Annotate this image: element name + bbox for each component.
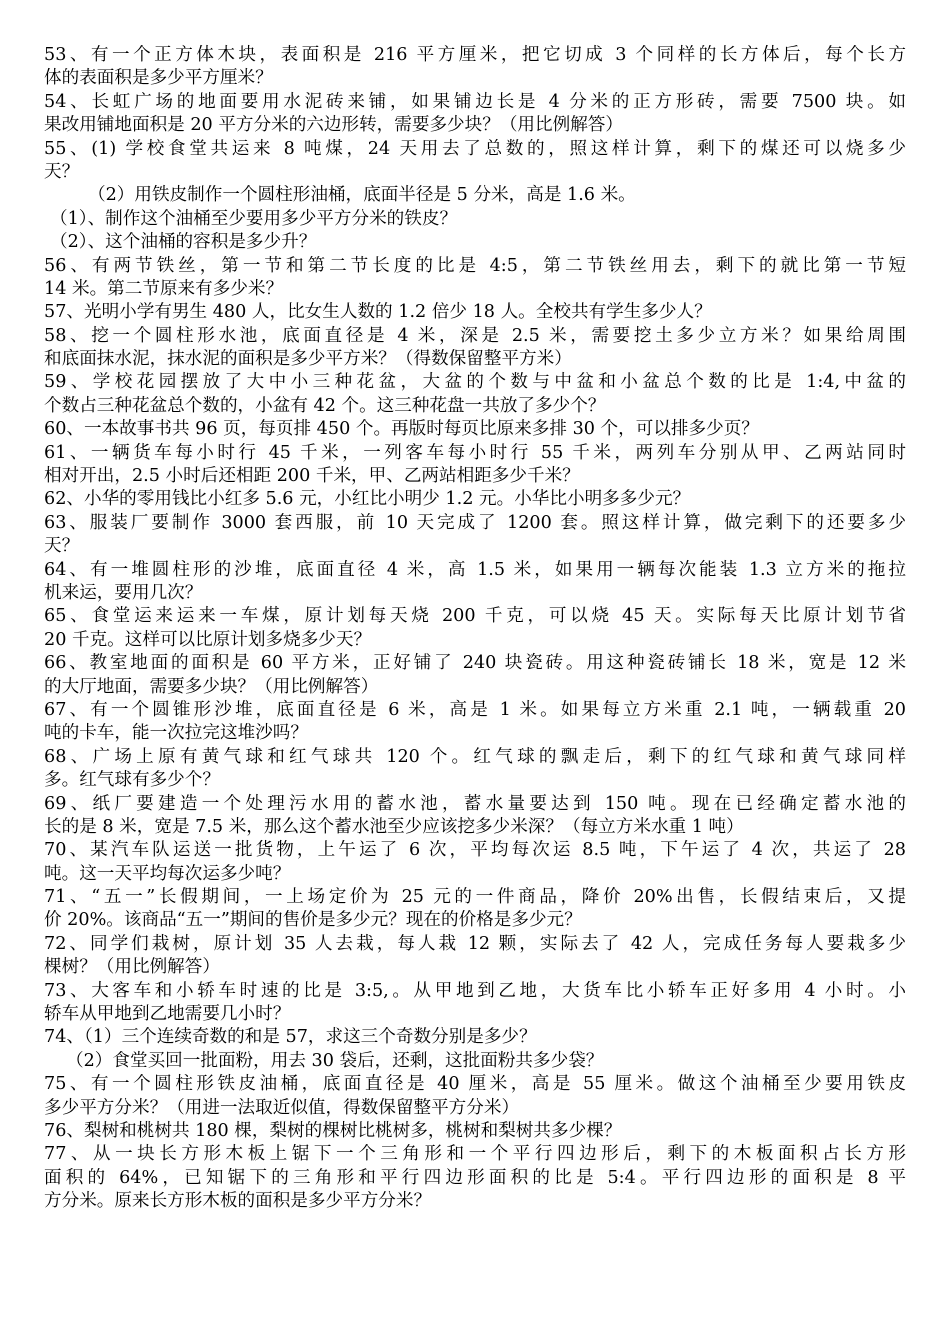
text-line: 72、同学们栽树，原计划 35 人去栽，每人栽 12 颗，实际去了 42 人，完成任务每人要栽多少 xyxy=(44,933,906,954)
text-line: 吨。这一天平均每次运多少吨？ xyxy=(44,863,291,884)
text-line: 机来运，要用几次？ xyxy=(44,582,203,603)
text-line: （2）用铁皮制作一个圆柱形油桶，底面半径是 5 分米，高是 1.6 米。 xyxy=(88,185,636,206)
text-line: 和底面抹水泥，抹水泥的面积是多少平方米？（得数保留整平方米） xyxy=(44,349,572,370)
text-line: 71、“五一”长假期间，一上场定价为 25 元的一件商品，降价 20%出售，长假结束后，又提 xyxy=(44,887,906,908)
text-line: 62、小华的零用钱比小红多 5.6 元，小红比小明少 1.2 元。小华比小明多多少元？ xyxy=(44,489,691,510)
text-line: 个数占三种花盆总个数的，小盆有 42 个。这三种花盘一共放了多少个？ xyxy=(44,395,606,416)
text-line: 74、（1）三个连续奇数的和是 57，求这三个奇数分别是多少？ xyxy=(44,1027,537,1048)
text-line: 68、广场上原有黄气球和红气球共 120 个。红气球的飘走后，剩下的红气球和黄气球同样 xyxy=(44,746,906,767)
text-line: 果改用铺地面积是 20 平方分米的六边形转，需要多少块？（用比例解答） xyxy=(44,115,623,136)
text-line: 14 米。第二节原来有多少米？ xyxy=(44,278,284,299)
text-line: 66、教室地面的面积是 60 平方米，正好铺了 240 块瓷砖。用这种瓷砖铺长 18 米，宽是 12 米 xyxy=(44,653,906,674)
text-line: 57、光明小学有男生 480 人，比女生人数的 1.2 倍少 18 人。全校共有学生多少人？ xyxy=(44,302,712,323)
text-line: 价 20%。该商品“五一”期间的售价是多少元？现在的价格是多少元？ xyxy=(44,910,582,931)
text-line: 多少平方分米？（用进一法取近似值，得数保留整平方分米） xyxy=(44,1097,520,1118)
text-line: （2）、这个油桶的容积是多少升？ xyxy=(50,232,317,253)
text-line: 65、食堂运来运来一车煤，原计划每天烧 200 千克，可以烧 45 天。实际每天比原计划节省 xyxy=(44,606,906,627)
text-line: 60、一本故事书共 96 页，每页排 450 个。再版时每页比原来多排 30 个，可以排多少页？ xyxy=(44,419,759,440)
text-line: 69、纸厂要建造一个处理污水用的蓄水池，蓄水量要达到 150 吨。现在已经确定蓄水池的 xyxy=(44,793,906,814)
text-line: 61、一辆货车每小时行 45 千米，一列客车每小时行 55 千米，两列车分别从甲、乙两站同时 xyxy=(44,442,906,463)
text-line: 73、大客车和小轿车时速的比是 3:5,。从甲地到乙地，大货车比小轿车正好多用 4 小时。小 xyxy=(44,980,906,1001)
text-line: 的大厅地面，需要多少块？（用比例解答） xyxy=(44,676,379,697)
text-line: 长的是 8 米，宽是 7.5 米，那么这个蓄水池至少应该挖多少米深？（每立方米水重 1 吨） xyxy=(44,816,744,837)
text-line: 53、有一个正方体木块，表面积是 216 平方厘米，把它切成 3 个同样的长方体后，每个长方 xyxy=(44,45,906,65)
text-line: 63、服装厂要制作 3000 套西服，前 10 天完成了 1200 套。照这样计算，做完剩下的还要多少 xyxy=(44,512,906,533)
text-line: 58、挖一个圆柱形水池，底面直径是 4 米，深是 2.5 米，需要挖土多少立方米？如果给周围 xyxy=(44,325,906,346)
text-line: 相对开出，2.5 小时后还相距 200 千米，甲、乙两站相距多少千米？ xyxy=(44,466,580,487)
text-line: 吨的卡车，能一次拉完这堆沙吗？ xyxy=(44,723,308,744)
text-line: 面积的 64%，已知锯下的三角形和平行四边形面积的比是 5:4。平行四边形的面积是 8 平 xyxy=(44,1167,906,1188)
text-line: 76、梨树和桃树共 180 棵，梨树的棵树比桃树多，桃树和梨树共多少棵？ xyxy=(44,1120,622,1141)
text-line: 77、从一块长方形木板上锯下一个三角形和一个平行四边形后，剩下的木板面积占长方形 xyxy=(44,1144,906,1165)
text-line: 70、某汽车队运送一批货物，上午运了 6 次，平均每次运 8.5 吨，下午运了 4 次，共运了 28 xyxy=(44,840,906,861)
text-line: 54、长虹广场的地面要用水泥砖来铺，如果铺边长是 4 分米的正方形砖，需要 7500 块。如 xyxy=(44,91,906,112)
text-line: 59、学校花园摆放了大中小三种花盆，大盆的个数与中盆和小盆总个数的比是 1:4,中盆的 xyxy=(44,372,906,393)
text-line: 方分米。原来长方形木板的面积是多少平方分米？ xyxy=(44,1191,432,1212)
text-line: 天？ xyxy=(44,536,80,557)
text-line: 天？ xyxy=(44,161,80,182)
text-line: 体的表面积是多少平方厘米？ xyxy=(44,68,273,89)
text-line: 56、有两节铁丝，第一节和第二节长度的比是 4:5，第二节铁丝用去，剩下的就比第一节短 xyxy=(44,255,906,276)
text-line: 67、有一个圆锥形沙堆，底面直径是 6 米，高是 1 米。如果每立方米重 2.1 吨，一辆载重 20 xyxy=(44,699,906,720)
text-line: 多。红气球有多少个？ xyxy=(44,770,220,791)
text-line: 75、有一个圆柱形铁皮油桶，底面直径是 40 厘米，高是 55 厘米。做这个油桶至少要用铁皮 xyxy=(44,1074,906,1095)
text-line: 棵树？（用比例解答） xyxy=(44,957,220,978)
text-line: （1）、制作这个油桶至少要用多少平方分米的铁皮？ xyxy=(50,208,458,229)
text-line: 轿车从甲地到乙地需要几小时？ xyxy=(44,1004,291,1025)
text-line: 55、(1) 学校食堂共运来 8 吨煤，24 天用去了总数的，照这样计算，剩下的煤还可以烧多少 xyxy=(44,138,906,159)
text-line: 20 千克。这样可以比原计划多烧多少天？ xyxy=(44,629,372,650)
text-line: 64、有一堆圆柱形的沙堆，底面直径 4 米，高 1.5 米，如果用一辆每次能装 1.3 立方米的拖拉 xyxy=(44,559,906,580)
text-line: （2）食堂买回一批面粉，用去 30 袋后，还剩，这批面粉共多少袋？ xyxy=(66,1050,604,1071)
